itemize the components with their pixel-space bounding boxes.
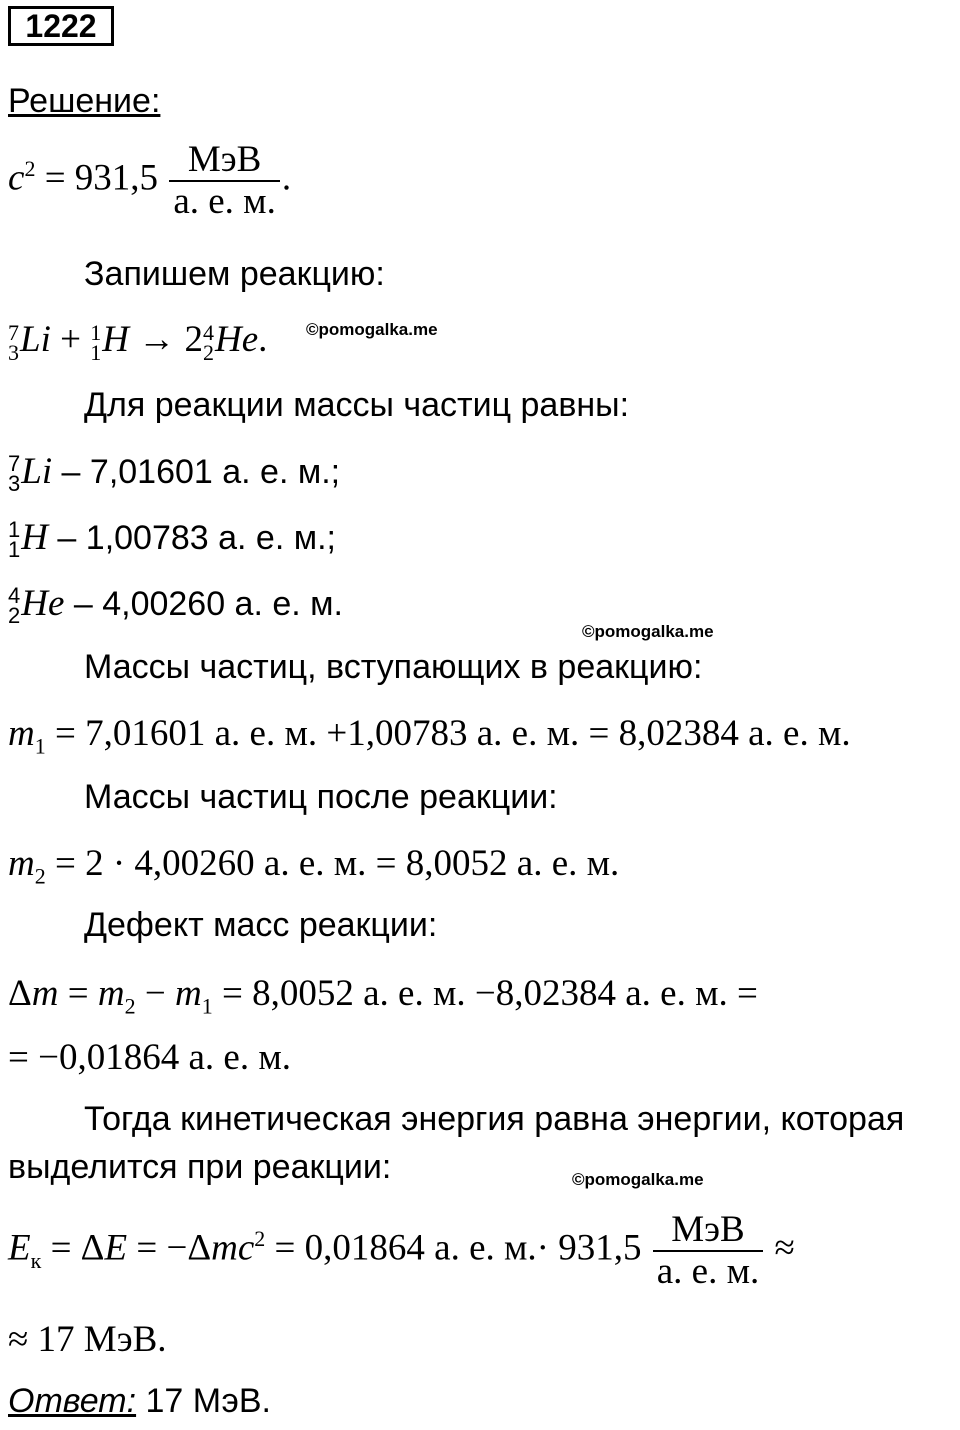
m1-formula	[8, 712, 851, 759]
m-subscript: 2	[124, 993, 136, 1019]
masses-intro: Для реакции массы частиц равны:	[84, 386, 630, 424]
m-subscript: 2	[34, 863, 46, 889]
kinetic-energy-formula	[8, 1210, 795, 1292]
li-indices	[8, 451, 21, 497]
he-indices	[8, 583, 21, 629]
mass-defect-formula	[8, 972, 758, 1019]
fraction-denominator: а. е. м.	[656, 1251, 760, 1292]
equals-minus-delta: = −Δ	[127, 1227, 212, 1269]
h-indices	[90, 319, 102, 365]
mass-h-value: – 1,00783 а. е. м.;	[47, 519, 337, 557]
h-charge-number: 1	[90, 339, 102, 365]
e-var: E	[104, 1227, 128, 1269]
energy-value: = 0,01864 а. е. м.· 931,5	[265, 1227, 651, 1269]
reaction-end: .	[258, 319, 268, 360]
m-subscript: 1	[34, 733, 46, 759]
energy-intro-line1: Тогда кинетическая энергия равна энергии, которая	[84, 1100, 905, 1138]
li-mass-number: 7	[8, 319, 19, 345]
energy-result: ≈ 17 МэВ.	[8, 1319, 167, 1360]
fraction-numerator: МэВ	[653, 1210, 764, 1252]
fraction-numerator: МэВ	[169, 140, 280, 182]
h-indices	[8, 517, 21, 563]
write-reaction-text: Запишем реакцию:	[84, 255, 385, 293]
mc-var: mc	[211, 1227, 255, 1269]
answer-label: Ответ:	[8, 1382, 137, 1420]
watermark: ©pomogalka.me	[582, 622, 714, 641]
m2-formula	[8, 842, 619, 889]
reaction-arrow: → 2	[128, 319, 203, 360]
h-mass-number: 1	[90, 319, 102, 345]
c-exp: 2	[254, 1226, 266, 1252]
m-var: m	[31, 973, 59, 1014]
h-symbol: H	[21, 517, 48, 558]
he-indices	[202, 319, 214, 365]
e-var: E	[8, 1227, 31, 1269]
mass-number: 1	[8, 517, 21, 543]
mev-per-amu-fraction	[169, 140, 280, 222]
c2-eq: = 931,5	[35, 157, 168, 199]
watermark: ©pomogalka.me	[306, 320, 438, 339]
reactant-masses-intro: Массы частиц, вступающих в реакцию:	[84, 648, 703, 686]
m2-value: = 2 · 4,00260 а. е. м. = 8,0052 а. е. м.	[45, 843, 620, 884]
approx-sign: ≈	[765, 1227, 795, 1269]
delta-sign: Δ	[8, 973, 32, 1014]
he-symbol: He	[21, 583, 65, 624]
h-symbol: H	[102, 319, 129, 360]
product-masses-intro: Массы частиц после реакции:	[84, 778, 558, 816]
mass-h-line	[8, 516, 337, 563]
li-indices	[8, 319, 19, 365]
charge-number: 1	[8, 537, 21, 563]
energy-intro-line2: выделится при реакции:	[8, 1148, 392, 1186]
mass-he-line	[8, 582, 343, 629]
e-subscript: к	[30, 1247, 42, 1273]
m1-value: = 7,01601 а. е. м. +1,00783 а. е. м. = 8,02384 а. е. м.	[45, 713, 851, 754]
m-subscript: 1	[201, 993, 213, 1019]
mass-he-value: – 4,00260 а. е. м.	[64, 585, 343, 623]
mev-per-amu-fraction	[653, 1210, 764, 1292]
he-charge-number: 2	[202, 339, 214, 365]
he-mass-number: 4	[202, 319, 214, 345]
mass-li-line	[8, 450, 341, 497]
li-symbol: Li	[21, 451, 53, 492]
reaction-plus: +	[50, 319, 91, 360]
watermark: ©pomogalka.me	[572, 1170, 704, 1189]
c2-end: .	[281, 157, 292, 199]
m-var: m	[97, 973, 125, 1014]
defect-intro: Дефект масс реакции:	[84, 906, 438, 944]
mass-defect-result: = −0,01864 а. е. м.	[8, 1037, 291, 1078]
c-var: c	[8, 157, 25, 199]
m-var: m	[175, 973, 202, 1014]
mass-number: 7	[8, 451, 21, 477]
charge-number: 3	[8, 471, 21, 497]
charge-number: 2	[8, 603, 21, 629]
c-exp: 2	[24, 156, 36, 182]
mass-number: 4	[8, 583, 21, 609]
m-var: m	[8, 843, 35, 884]
equals: =	[58, 973, 98, 1014]
he-symbol: He	[214, 319, 259, 360]
li-charge-number: 3	[8, 339, 19, 365]
equals-delta: = Δ	[41, 1227, 105, 1269]
reaction-equation	[8, 318, 267, 363]
answer-line	[8, 1382, 271, 1421]
answer-value: 17 МэВ.	[136, 1382, 271, 1420]
mass-defect-value: = 8,0052 а. е. м. −8,02384 а. е. м. =	[212, 973, 758, 1014]
mass-li-value: – 7,01601 а. е. м.;	[52, 453, 341, 491]
task-number: 1222	[8, 6, 114, 46]
minus: −	[135, 973, 176, 1014]
solution-label: Решение:	[8, 82, 161, 120]
li-symbol: Li	[20, 319, 51, 360]
m-var: m	[8, 713, 35, 754]
fraction-denominator: а. е. м.	[173, 181, 276, 222]
c2-formula	[8, 140, 291, 222]
